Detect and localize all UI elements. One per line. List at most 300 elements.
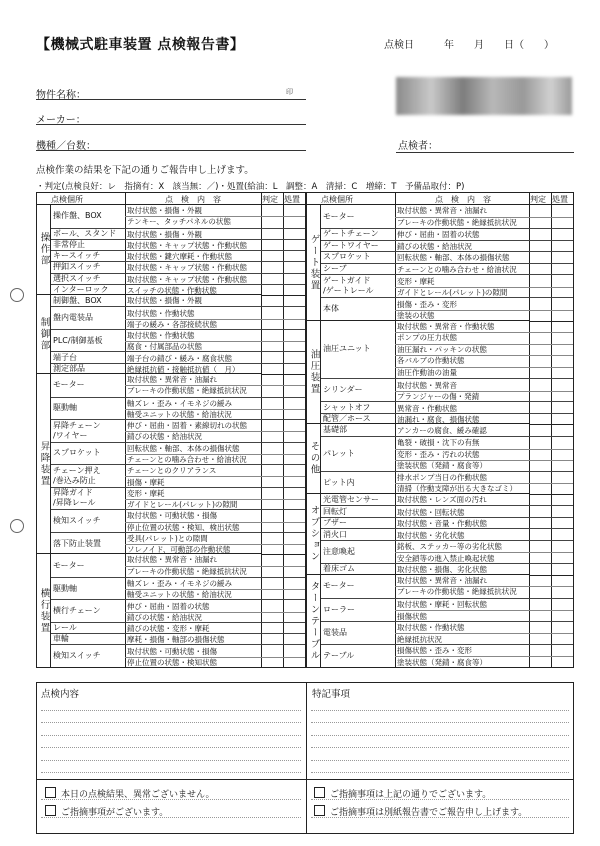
check-content: 取付状態・作動状態 — [127, 331, 195, 341]
check-item-label: 光電管センサー — [323, 494, 379, 504]
judge-cell[interactable] — [529, 298, 551, 310]
table-row — [321, 471, 573, 494]
binder-hole-icon — [10, 288, 24, 302]
check-content: 塗装状態（発錆・腐食等） — [397, 461, 487, 471]
action-cell[interactable] — [551, 599, 573, 611]
action-cell[interactable] — [551, 586, 573, 598]
action-cell[interactable] — [283, 385, 305, 396]
maker-label: メーカー： — [36, 115, 86, 126]
judge-cell[interactable] — [529, 332, 551, 344]
action-cell[interactable] — [283, 205, 305, 216]
check-content: 塗装状態（発錆・腐食等） — [397, 657, 487, 667]
judge-cell[interactable] — [529, 575, 551, 587]
header-judge: 判定 — [530, 195, 546, 204]
judge-cell[interactable] — [261, 657, 283, 668]
check-content: 取付状態・鍵穴摩耗・作動状態 — [127, 252, 232, 262]
table-row — [51, 374, 305, 397]
check-content: 端子の緩み・各部接続状態 — [127, 319, 217, 329]
check-content: 排水ポンプ当日の作動状態 — [397, 472, 487, 482]
check-content: 変形・摩耗 — [127, 488, 165, 498]
table-row — [321, 297, 573, 320]
section-divider — [261, 554, 305, 555]
writing-line[interactable] — [41, 722, 301, 723]
check-item-label: 油圧ユニット — [323, 344, 371, 354]
check-content: 伸び・屈曲・固着の状態 — [397, 230, 480, 240]
check-content: 損傷状態・歪み・変形 — [397, 646, 472, 656]
section-left-3 — [37, 554, 261, 667]
table-row — [51, 250, 305, 261]
checkbox-has-issues[interactable] — [45, 805, 56, 816]
check-content: 回転状態・軸部、本体の損傷状態 — [397, 253, 510, 263]
action-cell[interactable] — [283, 465, 305, 476]
legend-text: ・判定(点検良好：レ 指摘有：X 該当無：／)・処置(給油：L 調整：A 清掃：C 増締：T 予備品取付：P) — [36, 182, 465, 192]
table-row — [51, 554, 305, 577]
checkbox-no-issues[interactable] — [45, 787, 56, 798]
header-judge: 判定 — [262, 195, 278, 204]
judge-cell[interactable] — [261, 330, 283, 341]
checkbox-issues-above[interactable] — [314, 787, 325, 798]
section-right-2 — [307, 424, 529, 493]
redacted-company-block — [396, 77, 572, 115]
check-item-label: スプロケット — [53, 448, 101, 458]
check-content: 亀裂・破損・沈下の有無 — [397, 438, 480, 448]
action-cell[interactable] — [551, 344, 573, 356]
judge-cell[interactable] — [529, 599, 551, 611]
table-row — [321, 424, 573, 436]
judge-cell[interactable] — [529, 622, 551, 634]
action-cell[interactable] — [283, 420, 305, 431]
check-item-label: 着床ゴム — [323, 564, 355, 574]
check-content: 錆びの状態・給油状況 — [397, 241, 472, 251]
binder-hole-icon — [10, 519, 24, 533]
table-row — [321, 517, 573, 529]
table-row — [321, 413, 573, 425]
action-cell[interactable] — [551, 622, 573, 634]
header-action: 処置 — [552, 195, 568, 204]
check-content: 絶縁抵抗値・接触抵抗値（ 月） — [127, 364, 240, 374]
check-content: 損傷・歪み・変形 — [397, 299, 457, 309]
check-label-no-issues: 本日の点検結果、異常ございません。 — [61, 790, 215, 800]
check-item-label: 操作盤、BOX — [53, 211, 102, 221]
check-content: チェーンとの噛み合わせ・給油状況 — [127, 455, 247, 465]
section-left-2 — [37, 374, 261, 554]
table-row — [321, 563, 573, 575]
section-label: 油圧装置 — [307, 321, 321, 424]
check-content: 取付状態・可動状態・損傷 — [127, 511, 217, 521]
section-label: 操作部 — [37, 205, 51, 294]
check-content: ガイドとレール(パレット)の隙間 — [127, 500, 238, 510]
table-row — [51, 306, 305, 329]
check-item-label: PLC/制御基板 — [53, 335, 103, 345]
check-content: 取付状態・キャップ状態・作動状態 — [127, 274, 247, 284]
check-content: 取付状態・作動状態 — [127, 308, 195, 318]
check-content: 取付状態・損傷・外観 — [127, 206, 202, 216]
check-content: ポンプの圧力状態 — [397, 333, 457, 343]
check-item-label: 横行チェーン — [53, 606, 101, 616]
writing-line[interactable] — [41, 710, 301, 711]
judge-cell[interactable] — [529, 367, 551, 379]
action-cell[interactable] — [551, 437, 573, 449]
judge-cell[interactable] — [529, 586, 551, 598]
table-row — [321, 321, 573, 379]
section-divider — [529, 321, 573, 322]
action-cell[interactable] — [551, 541, 573, 553]
judge-cell[interactable] — [529, 656, 551, 668]
section-label: 横行装置 — [37, 554, 51, 667]
section-label: 昇降装置 — [37, 374, 51, 553]
action-cell[interactable] — [283, 645, 305, 656]
table-row — [51, 577, 305, 600]
judge-cell[interactable] — [261, 216, 283, 227]
check-content: 損傷状態 — [397, 611, 427, 621]
check-content: 取付状態・作動状態 — [397, 623, 465, 633]
header-content: 点 検 内 容 — [435, 195, 491, 204]
check-content: 停止位置の状態・検知状態 — [127, 657, 217, 667]
writing-line[interactable] — [41, 772, 301, 773]
check-content: ブレーキの作動状態・絶縁抵抗状況 — [397, 587, 517, 597]
judge-cell[interactable] — [261, 578, 283, 589]
check-item-label: ボール、スタンド — [53, 228, 117, 238]
judge-cell[interactable] — [261, 374, 283, 385]
action-cell[interactable] — [283, 488, 305, 499]
writing-line[interactable] — [41, 747, 301, 748]
action-cell[interactable] — [283, 374, 305, 385]
writing-line[interactable] — [311, 760, 569, 761]
action-cell[interactable] — [551, 449, 573, 461]
table-row — [321, 378, 573, 401]
judge-cell[interactable] — [529, 275, 551, 287]
action-cell[interactable] — [551, 645, 573, 657]
judge-cell[interactable] — [261, 488, 283, 499]
judge-cell[interactable] — [261, 398, 283, 409]
check-item-label: 押釦スイッチ — [53, 262, 101, 272]
check-content: スイッチの状態・作動状態 — [127, 286, 217, 295]
table-row — [51, 284, 305, 295]
check-content: 油圧作動油の油量 — [397, 367, 457, 377]
check-item-label: モーター — [323, 211, 355, 221]
judge-cell[interactable] — [529, 645, 551, 657]
judge-cell[interactable] — [261, 533, 283, 544]
judge-cell[interactable] — [529, 541, 551, 553]
action-cell[interactable] — [551, 217, 573, 229]
judge-cell[interactable] — [529, 472, 551, 484]
action-cell[interactable] — [551, 494, 573, 506]
judge-cell[interactable] — [529, 449, 551, 461]
judge-cell[interactable] — [529, 205, 551, 217]
check-item-label: パレット — [323, 448, 355, 458]
check-item-label: 昇降チェーン /ワイヤー — [53, 420, 101, 440]
check-content: 受具(パレット)との隙間 — [127, 533, 208, 543]
check-content: 錆びの状態・給油状況 — [127, 432, 202, 442]
judge-cell[interactable] — [261, 600, 283, 611]
table-row — [321, 644, 573, 667]
model-count-line[interactable] — [36, 150, 306, 151]
bottom-separator — [37, 779, 573, 780]
action-cell[interactable] — [283, 566, 305, 577]
check-content: 軸受ユニットの状態・給油状況 — [127, 590, 232, 600]
judge-cell[interactable] — [529, 494, 551, 506]
section-divider — [529, 575, 573, 576]
check-content: 安全鎖等の進入禁止喚起状態 — [397, 553, 495, 563]
maker-line[interactable] — [36, 124, 306, 125]
check-item-label: シーブ — [323, 264, 347, 274]
writing-line[interactable] — [311, 722, 569, 723]
inspector-line[interactable] — [396, 152, 574, 153]
section-label: 制御部 — [37, 295, 51, 373]
check-item-label: インターロック — [53, 285, 109, 294]
action-cell[interactable] — [283, 398, 305, 409]
check-content: 取付状態・可動状態・損傷 — [127, 646, 217, 656]
check-content: 摩耗・損傷・軸部の損傷状態 — [127, 635, 225, 645]
judge-cell[interactable] — [261, 465, 283, 476]
check-content: 取付状態・キャップ状態・作動状態 — [127, 240, 247, 250]
section-label: その他 — [307, 424, 321, 492]
writing-line[interactable] — [311, 735, 569, 736]
check-content: プランジャーの傷・発錆 — [397, 392, 480, 402]
bottom-panel — [36, 682, 574, 834]
action-cell[interactable] — [283, 330, 305, 341]
check-item-label: 盤内電装品 — [53, 313, 93, 323]
table-row — [321, 228, 573, 240]
table-row — [51, 329, 305, 352]
judge-cell[interactable] — [261, 205, 283, 216]
action-cell[interactable] — [551, 575, 573, 587]
check-item-label: モーター — [53, 560, 85, 570]
property-name-line[interactable] — [36, 99, 306, 100]
check-item-label: ピット内 — [323, 477, 355, 487]
section-divider — [529, 424, 573, 425]
check-content: 油漏れ・腐食、損傷状態 — [397, 415, 480, 425]
check-content: ブレーキの作動状態・絶縁抵抗状況 — [397, 217, 517, 227]
table-row — [321, 274, 573, 297]
check-item-label: シャットオフ — [323, 402, 371, 412]
check-content: 取付状態・劣化状態 — [397, 530, 465, 540]
check-content: 異常音・作動状態 — [397, 403, 457, 413]
table-row — [321, 540, 573, 563]
action-cell[interactable] — [551, 332, 573, 344]
section-divider — [261, 295, 305, 296]
check-content: 取付状態・異常音・作動状態 — [397, 321, 495, 331]
table-row — [51, 295, 305, 306]
action-cell[interactable] — [551, 321, 573, 333]
table-row — [51, 442, 305, 465]
check-item-label: 非常停止 — [53, 239, 85, 249]
table-row — [321, 436, 573, 471]
check-content: 取付状態・損傷、劣化状態 — [397, 565, 487, 575]
header-content: 点 検 内 容 — [165, 195, 221, 204]
judge-cell[interactable] — [529, 424, 551, 436]
property-name-label: 物件名称： — [36, 90, 86, 101]
check-item-label: 配管／ホース — [323, 414, 371, 424]
table-row — [51, 599, 305, 622]
check-content: 変形・摩耗 — [397, 276, 435, 286]
judge-cell[interactable] — [529, 379, 551, 391]
table-row — [321, 621, 573, 644]
bottom-divider — [306, 779, 307, 833]
judge-cell[interactable] — [261, 295, 283, 306]
check-content: 軸ズレ・歪み・イモネジの緩み — [127, 398, 232, 408]
check-item-label: 測定部品 — [53, 363, 85, 373]
table-row — [51, 509, 305, 532]
action-cell[interactable] — [551, 298, 573, 310]
check-content: 取付状態・レンズ面の汚れ — [397, 495, 487, 505]
action-cell[interactable] — [551, 367, 573, 379]
checkbox-issues-separate[interactable] — [314, 805, 325, 816]
check-content: 錆びの状態・給油状況 — [127, 612, 202, 622]
section-right-1 — [307, 321, 529, 425]
table-row — [321, 528, 573, 540]
table-row — [321, 401, 573, 413]
judge-cell[interactable] — [261, 510, 283, 521]
table-row — [321, 263, 573, 275]
table-row — [51, 273, 305, 284]
check-item-label: テーブル — [323, 650, 355, 660]
check-item-label: 駆動軸 — [53, 583, 77, 593]
action-cell[interactable] — [551, 379, 573, 391]
writing-line[interactable] — [311, 772, 569, 773]
check-item-label: 注意喚起 — [323, 546, 355, 556]
action-cell[interactable] — [283, 295, 305, 306]
judge-cell[interactable] — [261, 307, 283, 318]
check-content: チェーンとのクリアランス — [127, 466, 217, 476]
check-content: 取付状態・キャップ状態・作動状態 — [127, 263, 247, 273]
check-item-label: 検知スイッチ — [53, 651, 101, 661]
table-row — [51, 239, 305, 250]
table-row — [51, 419, 305, 442]
check-item-label: 落下防止装置 — [53, 538, 101, 548]
action-cell[interactable] — [283, 554, 305, 565]
table-row — [321, 251, 573, 263]
seal-mark: 印 — [286, 88, 293, 96]
check-content: ブレーキの作動状態・絶縁抵抗状況 — [127, 566, 247, 576]
check-content: 取付状態・異常音 — [397, 380, 457, 390]
action-cell[interactable] — [551, 275, 573, 287]
check-content: 回転状態・軸部、本体の損傷状態 — [127, 443, 240, 453]
intro-text: 点検作業の結果を下記の通りご報告申し上げます。 — [36, 165, 254, 176]
check-content: 取付状態・回転状態 — [397, 507, 465, 517]
action-cell[interactable] — [283, 657, 305, 668]
judge-cell[interactable] — [529, 321, 551, 333]
table-row — [51, 464, 305, 487]
check-item-label: レール — [53, 623, 77, 633]
check-content: 取付状態・摩耗・回転状態 — [397, 599, 487, 609]
check-item-label: 車輪 — [53, 634, 69, 644]
inspection-table-left — [36, 192, 306, 668]
judge-cell[interactable] — [261, 566, 283, 577]
check-content: 損傷・摩耗 — [127, 477, 165, 487]
action-cell[interactable] — [551, 656, 573, 668]
table-header — [307, 193, 573, 205]
check-content: 銘板、ステッカー等の劣化状態 — [397, 542, 502, 552]
table-row — [51, 397, 305, 420]
table-row — [51, 487, 305, 510]
action-cell[interactable] — [283, 216, 305, 227]
check-item-label: 制御盤、BOX — [53, 295, 102, 305]
judge-cell[interactable] — [261, 385, 283, 396]
check-content: 腐食・付属部品の状態 — [127, 342, 202, 352]
judge-cell[interactable] — [529, 355, 551, 367]
action-cell[interactable] — [283, 307, 305, 318]
check-label-issues-separate: ご指摘事項は別紙報告書でご報告申し上げます。 — [330, 808, 528, 818]
writing-line[interactable] — [311, 747, 569, 748]
table-row — [321, 575, 573, 598]
check-item-label: 駆動軸 — [53, 403, 77, 413]
judge-cell[interactable] — [261, 645, 283, 656]
writing-line[interactable] — [41, 735, 301, 736]
check-item-label: チェーン押え /巻込み防止 — [53, 465, 101, 485]
check-item-label: 昇降ガイド /昇降レール — [53, 488, 96, 508]
check-content: 伸び・屈曲・固着・素線切れの状態 — [127, 421, 247, 431]
table-row — [51, 532, 305, 555]
check-content: アンカーの腐食、緩み確認 — [397, 425, 487, 435]
check-item-label: 端子台 — [53, 352, 77, 362]
header-place: 点検個所 — [321, 195, 353, 204]
check-item-label: モーター — [323, 581, 355, 591]
check-content: ソレノイド、可動部の作動状態 — [127, 545, 231, 555]
check-content: ブレーキの作動状態・絶縁抵抗状況 — [127, 386, 247, 396]
action-cell[interactable] — [283, 578, 305, 589]
check-item-label: 選択スイッチ — [53, 273, 101, 283]
check-content: チェーンとの噛み合わせ・給油状況 — [397, 265, 517, 275]
action-cell[interactable] — [551, 355, 573, 367]
table-row — [51, 363, 305, 374]
report-title: 【機械式駐車装置 点検報告書】 — [36, 37, 245, 53]
action-cell[interactable] — [283, 600, 305, 611]
judge-cell[interactable] — [261, 554, 283, 565]
section-divider — [261, 374, 305, 375]
check-item-label: シリンダー — [323, 385, 363, 395]
check-item-label: 消火口 — [323, 529, 347, 539]
table-row — [51, 261, 305, 272]
check-item-label: 基礎部 — [323, 425, 347, 435]
check-content: 油圧漏れ・パッキンの状態 — [397, 344, 487, 354]
check-content: 錆びの状態・変形・摩耗 — [127, 624, 210, 634]
judge-cell[interactable] — [261, 443, 283, 454]
action-cell[interactable] — [551, 205, 573, 217]
table-header — [37, 193, 305, 205]
judge-cell[interactable] — [529, 437, 551, 449]
check-item-label: 回転灯 — [323, 506, 347, 516]
section-label: オプション — [307, 494, 321, 574]
check-content: テンキー、タッチパネルの状態 — [127, 217, 231, 227]
model-count-label: 機種／台数： — [36, 141, 96, 152]
table-row — [51, 228, 305, 239]
writing-line[interactable] — [41, 760, 301, 761]
judge-cell[interactable] — [529, 344, 551, 356]
judge-cell[interactable] — [261, 420, 283, 431]
section-left-1 — [37, 295, 261, 374]
action-cell[interactable] — [551, 472, 573, 484]
action-cell[interactable] — [283, 443, 305, 454]
check-content: 清掃（作動支障が出る大きなゴミ） — [397, 484, 517, 494]
check-content: 変形・歪み・汚れの状態 — [397, 449, 480, 459]
check-content: 端子台の錆び・緩み・腐食状態 — [127, 353, 232, 363]
action-cell[interactable] — [551, 424, 573, 436]
judge-cell[interactable] — [529, 217, 551, 229]
check-content: 停止位置の状態・検知、検出状態 — [127, 522, 240, 532]
section-label: ターンテーブル — [307, 575, 321, 667]
check-content: 取付状態・損傷・外観 — [127, 296, 202, 306]
section-right-3 — [307, 494, 529, 575]
check-content: 軸ズレ・歪み・イモネジの緩み — [127, 578, 232, 588]
check-item-label: キースイッチ — [53, 251, 101, 261]
action-cell[interactable] — [283, 533, 305, 544]
action-cell[interactable] — [283, 510, 305, 521]
inspection-date-label: 点検日 年 月 日（ ） — [384, 40, 554, 51]
writing-line[interactable] — [311, 710, 569, 711]
header-action: 処置 — [284, 195, 300, 204]
header-place: 点検個所 — [51, 195, 83, 204]
